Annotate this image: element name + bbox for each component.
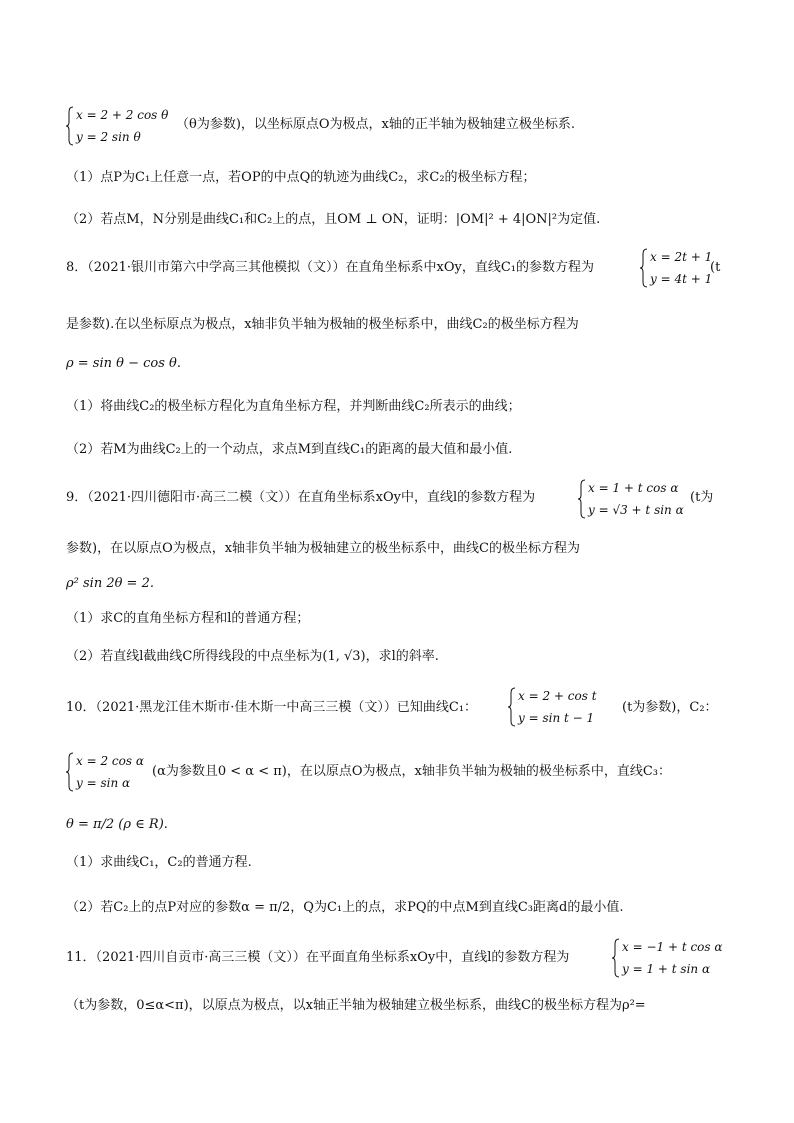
parametric-system: x = 1 + t cos α y = √3 + t sin α	[578, 477, 684, 521]
brace-icon	[66, 106, 74, 146]
intro-text: （θ为参数)，以坐标原点O为极点，x轴的正半轴为极轴建立极坐标系.	[176, 117, 576, 132]
problem-10-question-2: （2）若C₂上的点P对应的参数α = π/2，Q为C₁上的点，求PQ的中点M到直线C₃距离d的最小值.	[66, 900, 624, 915]
problem-9-question-2: （2）若直线l截曲线C所得线段的中点坐标为(1, √3)，求l的斜率.	[66, 649, 439, 664]
parametric-system: x = −1 + t cos α y = 1 + t sin α	[612, 936, 722, 980]
problem-10-question-1: （1）求曲线C₁，C₂的普通方程.	[66, 855, 252, 870]
problem-8-continuation: 是参数).在以坐标原点为极点，x轴非负半轴为极轴的极坐标系中，曲线C₂的极坐标方程为	[66, 317, 579, 332]
problem-10-head: 10．（2021·黑龙江佳木斯市·佳木斯一中高三三模（文））已知曲线C₁：	[66, 700, 478, 715]
problem-9-head: 9．（2021·四川德阳市·高三二模（文））在直角坐标系xOy中，直线l的参数方程为	[66, 490, 536, 505]
parametric-system: x = 2 + cos t y = sin t − 1	[508, 685, 597, 729]
problem-10-tail-b: (α为参数且0 < α < π)，在以原点O为极点，x轴非负半轴为极轴的极坐标系中，直线C₃：	[152, 764, 671, 779]
problem-10-equation: θ = π/2 (ρ ∈ R).	[66, 817, 168, 832]
brace-icon	[578, 479, 586, 519]
brace-icon	[612, 938, 620, 978]
problem-8-tail: (t	[710, 260, 721, 275]
problem-9-tail: (t为	[690, 490, 714, 505]
problem-8-question-2: （2）若M为曲线C₂上的一个动点，求点M到直线C₁的距离的最大值和最小值.	[66, 442, 513, 457]
problem-8-equation: ρ = sin θ − cos θ.	[66, 356, 181, 371]
brace-icon	[508, 687, 516, 727]
problem-11-continuation: （t为参数，0≤α<π)，以原点为极点，以x轴正半轴为极轴建立极坐标系，曲线C的极坐标方程为ρ²=	[66, 998, 646, 1013]
problem-9-equation: ρ² sin 2θ = 2.	[66, 576, 154, 591]
problem-8-question-1: （1）将曲线C₂的极坐标方程化为直角坐标方程，并判断曲线C₂所表示的曲线；	[66, 399, 521, 414]
parametric-system: x = 2 + 2 cos θ y = 2 sin θ	[66, 104, 168, 148]
problem-11-head: 11．（2021·四川自贡市·高三三模（文））在平面直角坐标系xOy中，直线l的参数方程为	[66, 950, 570, 965]
parametric-system: x = 2 cos α y = sin α	[66, 750, 144, 794]
problem-9-question-1: （1）求C的直角坐标方程和l的普通方程；	[66, 611, 310, 626]
problem-10-tail-a: (t为参数)，C₂：	[622, 700, 718, 715]
intro-question-2: （2）若点M，N分别是曲线C₁和C₂上的点，且OM ⊥ ON，证明：|OM|² + 4|ON|²为定值.	[66, 212, 601, 227]
intro-question-1: （1）点P为C₁上任意一点，若OP的中点Q的轨迹为曲线C₂，求C₂的极坐标方程；	[66, 170, 536, 185]
brace-icon	[66, 752, 74, 792]
brace-icon	[640, 248, 648, 288]
parametric-system: x = 2t + 1 y = 4t + 1	[640, 246, 712, 290]
problem-8-head: 8．（2021·银川市第六中学高三其他模拟（文））在直角坐标系中xOy，直线C₁的参数方程为	[66, 260, 594, 275]
problem-9-continuation: 参数)，在以原点O为极点，x轴非负半轴为极轴建立的极坐标系中，曲线C的极坐标方程为	[66, 541, 581, 556]
